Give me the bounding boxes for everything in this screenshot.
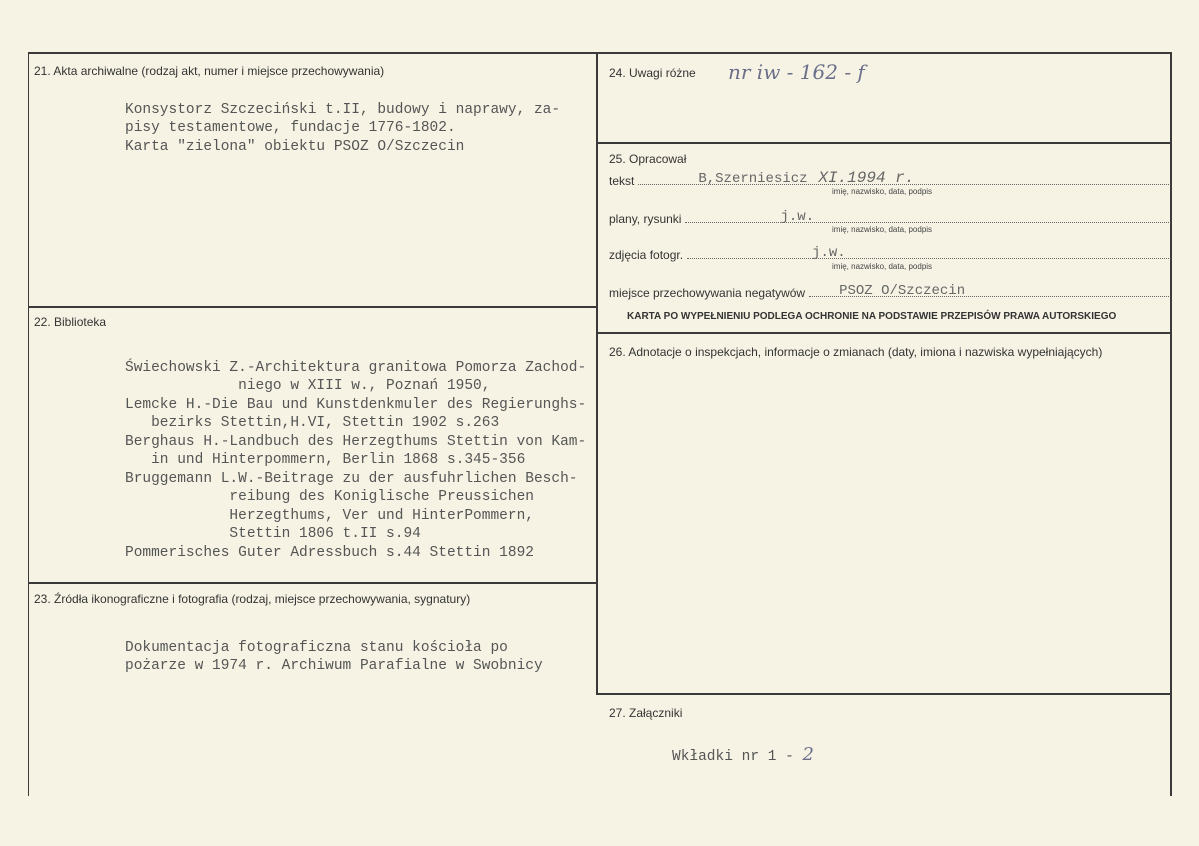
section-23-label: 23. Źródła ikonograficzne i fotografia (rodzaj, miejsce przechowywania, sygnatury) (34, 592, 471, 606)
attachments-count: 2 (802, 744, 814, 765)
miejsce-value: PSOZ O/Szczecin (839, 283, 966, 299)
text-line: Pommerisches Guter Adressbuch s.44 Stettin 1892 (125, 544, 534, 561)
text-line: Lemcke H.-Die Bau und Kunstdenkmuler des Regierunghs- (125, 396, 587, 413)
miejsce-label: miejsce przechowywania negatywów (609, 286, 806, 300)
divider-22-23 (28, 582, 597, 584)
tekst-label: tekst (609, 174, 635, 188)
text-line: Karta "zielona" obiektu PSOZ O/Szczecin (125, 138, 465, 155)
text-line: bezirks Stettin,H.VI, Stettin 1902 s.263 (125, 415, 500, 431)
section-23-text (125, 620, 543, 676)
text-line: niego w XIII w., Poznań 1950, (125, 378, 491, 394)
section-21-text (125, 82, 560, 156)
divider-24-25 (597, 142, 1172, 144)
right-border (1170, 52, 1172, 796)
text-line: Berghaus H.-Landbuch des Herzegthums Stettin von Kam- (125, 433, 587, 450)
top-border (28, 52, 1172, 54)
tekst-value: B,Szerniesicz (698, 171, 808, 187)
section-24-label: 24. Uwagi różne (609, 66, 696, 80)
text-line: pożarze w 1974 r. Archiwum Parafialne w Swobnicy (125, 658, 543, 674)
field-hint: imię, nazwisko, data, podpis (832, 262, 933, 271)
field-hint: imię, nazwisko, data, podpis (832, 187, 933, 196)
plany-field (609, 210, 1169, 226)
text-line: in und Hinterpommern, Berlin 1868 s.345-356 (125, 452, 526, 468)
section-24-handwriting: nr iw - 162 - f (728, 60, 865, 84)
divider-21-22 (28, 306, 597, 308)
text-line: Bruggemann L.W.-Beitrage zu der ausfuhrlichen Besch- (125, 470, 578, 487)
section-27-value (672, 746, 814, 767)
section-25-label: 25. Opracował (609, 152, 687, 166)
section-22-text (125, 340, 586, 562)
zdjecia-value: j.w. (812, 245, 846, 261)
field-hint: imię, nazwisko, data, podpis (832, 225, 933, 234)
copyright-notice: KARTA PO WYPEŁNIENIU PODLEGA OCHRONIE NA PODSTAWIE PRZEPISÓW PRAWA AUTORSKIEGO (627, 311, 1117, 322)
text-line: Świechowski Z.-Architektura granitowa Pomorza Zachod- (125, 359, 587, 376)
text-line: pisy testamentowe, fundacje 1776-1802. (125, 120, 456, 136)
zdjecia-label: zdjęcia fotogr. (609, 248, 684, 262)
text-line: Dokumentacja fotograficzna stanu kościoła po (125, 639, 508, 656)
attachments-text: Wkładki nr 1 - (672, 749, 794, 765)
divider-25-26 (597, 332, 1172, 334)
text-line: Herzegthums, Ver und HinterPommern, (125, 507, 534, 524)
miejsce-field (609, 284, 1169, 300)
plany-label: plany, rysunki (609, 212, 682, 226)
tekst-date: XI.1994 r. (818, 169, 915, 187)
section-26-label: 26. Adnotacje o inspekcjach, informacje o zmianach (daty, imiona i nazwiska wypełniających) (609, 345, 1103, 359)
divider-26-27 (597, 693, 1172, 695)
column-divider (596, 52, 598, 695)
section-22-label: 22. Biblioteka (34, 315, 107, 329)
section-27-label: 27. Załączniki (609, 706, 683, 720)
zdjecia-field (609, 246, 1169, 262)
left-border (28, 52, 29, 796)
text-line: reibung des Koniglische Preussichen (125, 489, 534, 505)
tekst-field (609, 169, 1169, 188)
text-line: Konsystorz Szczeciński t.II, budowy i naprawy, za- (125, 101, 561, 118)
text-line: Stettin 1806 t.II s.94 (125, 526, 421, 542)
plany-value: j.w. (780, 209, 815, 225)
section-21-label: 21. Akta archiwalne (rodzaj akt, numer i miejsce przechowywania) (34, 64, 385, 78)
